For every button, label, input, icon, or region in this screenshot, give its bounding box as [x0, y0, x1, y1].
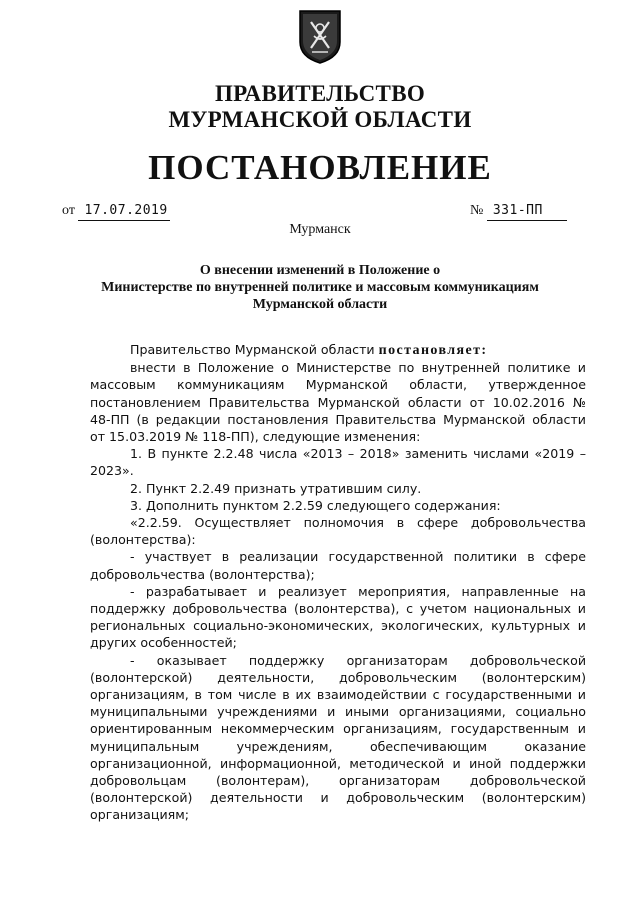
number-value: 331-ПП — [487, 202, 567, 221]
document-city: Мурманск — [289, 222, 351, 237]
intro-verb: постановляет: — [378, 343, 488, 358]
org-name-line1: ПРАВИТЕЛЬСТВО — [214, 81, 426, 106]
document-type: ПОСТАНОВЛЕНИЕ — [148, 148, 492, 187]
body-paragraph-4: 3. Дополнить пунктом 2.2.59 следующего содержания: — [130, 497, 501, 513]
document-number — [470, 202, 567, 221]
body-paragraph-7: - разрабатывает и реализует мероприятия, направленные на поддержку добровольчества (волонтерства), с учетом национальных и региональных социально-экономических, экологических, культурных и других особенностей; — [90, 583, 586, 651]
subject-line3: Мурманской области — [252, 297, 388, 312]
intro-paragraph — [90, 341, 586, 359]
coat-of-arms-icon — [297, 8, 343, 64]
body-paragraph-3: 2. Пункт 2.2.49 признать утратившим силу. — [130, 480, 422, 496]
subject-line2: Министерстве по внутренней политике и массовым коммуникациям — [101, 280, 539, 295]
number-label: № — [470, 203, 484, 218]
body-paragraph-2: 1. В пункте 2.2.48 числа «2013 – 2018» заменить числами «2019 – 2023». — [90, 446, 586, 479]
body-paragraph-6: - участвует в реализации государственной политики в сфере добровольчества (волонтерства); — [90, 549, 586, 582]
body-paragraph-1: внести в Положение о Министерстве по внутренней политике и массовым коммуникациям Мурманской области, утвержденное постановлением Правительства Мурманской области от 10.02.2016 № 48-ПП (в редакции постановления Правительства Мурманской области от 15.03.2019 № 118-ПП), следующие изменения: — [90, 360, 586, 445]
intro-prefix: Правительство Мурманской области — [130, 342, 375, 357]
document-date — [62, 202, 170, 221]
document-subject — [100, 262, 540, 313]
document-body — [90, 341, 586, 824]
org-name-line2: МУРМАНСКОЙ ОБЛАСТИ — [168, 107, 472, 132]
date-label: от — [62, 203, 75, 218]
date-value: 17.07.2019 — [78, 202, 170, 221]
body-paragraph-8: - оказывает поддержку организаторам добровольческой (волонтерской) деятельности, добровольческим (волонтерским) организациям, в том числе в их взаимодействии с государственными и муниципальными учреждениями и иными организациями, социально ориентированным некоммерческим организациям, государственным и муниципальным учреждениям, обеспечивающим оказание организационной, информационной, методической и иной поддержки добровольцам (волонтерам), организаторам добровольческой (волонтерской) деятельности и добровольческим (волонтерским) организациям; — [90, 652, 586, 823]
subject-line1: О внесении изменений в Положение о — [199, 263, 441, 278]
body-paragraph-5: «2.2.59. Осуществляет полномочия в сфере добровольчества (волонтерства): — [90, 515, 586, 548]
